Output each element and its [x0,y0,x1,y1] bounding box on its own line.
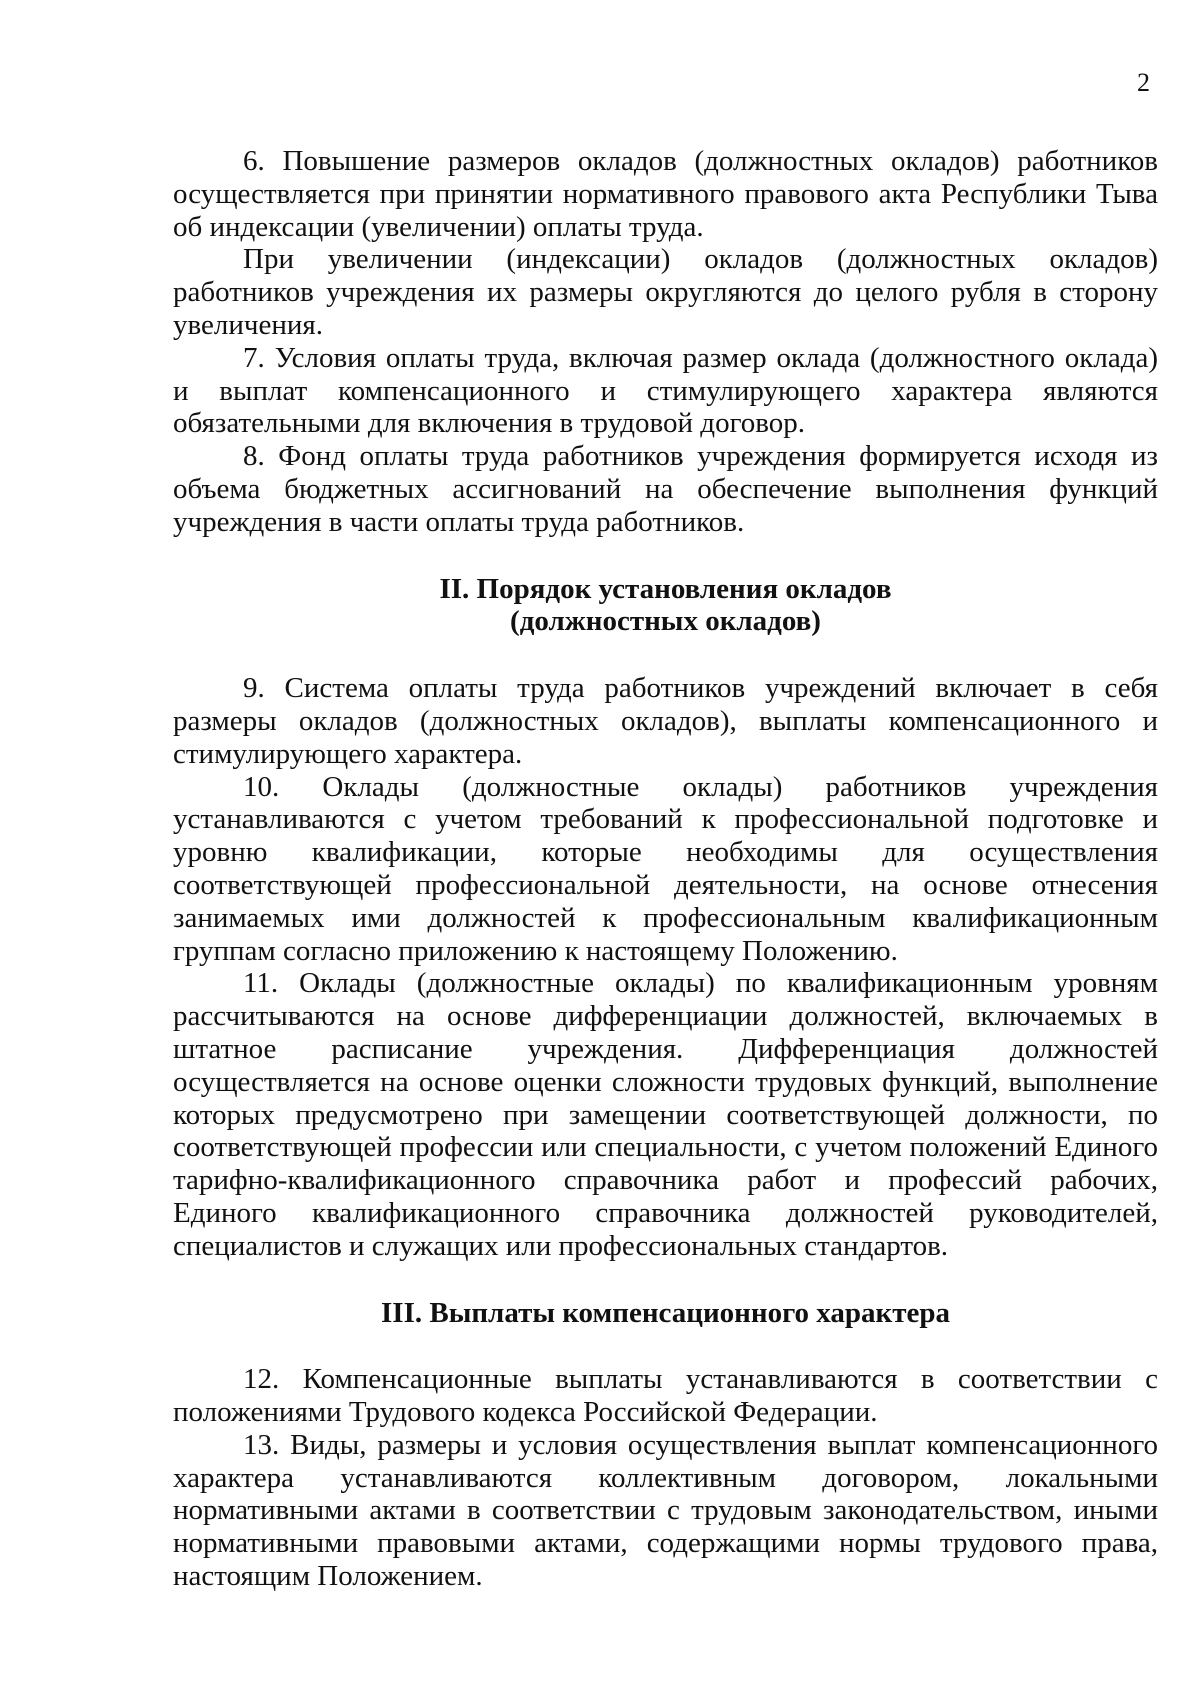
section-2-heading-line-1: II. Порядок установления окладов [439,572,892,605]
section-2-heading [173,573,1158,639]
document-body [173,145,1158,1593]
section-3-heading: III. Выплаты компенсационного характера [381,1296,950,1329]
paragraph-6-indexation: При увеличении (индексации) окладов (должностных окладов) работников учреждения их размеры округляются до целого рубля в сторону увеличения. [173,243,1158,341]
paragraph-12: 12. Компенсационные выплаты устанавливаются в соответствии с положениями Трудового кодекса Российской Федерации. [173,1363,1158,1429]
page-number: 2 [1137,68,1150,97]
paragraph-7: 7. Условия оплаты труда, включая размер оклада (должностного оклада) и выплат компенсационного и стимулирующего характера являются обязательными для включения в трудовой договор. [173,341,1158,440]
section-2-heading-line-2: (должностных окладов) [510,605,821,638]
paragraph-13: 13. Виды, размеры и условия осуществления выплат компенсационного характера устанавливаются коллективным договором, локальными нормативными актами в соответствии с трудовым законодательством, иными нормативными правовыми актами, содержащими нормы трудового права, настоящим Положением. [173,1428,1158,1593]
paragraph-9: 9. Система оплаты труда работников учреждений включает в себя размеры окладов (должностных окладов), выплаты компенсационного и стимулирующего характера. [173,672,1158,770]
paragraph-11: 11. Оклады (должностные оклады) по квалификационным уровням рассчитываются на основе дифференциации должностей, включаемых в штатное расписание учреждения. Дифференциация должностей осуществляется на основе оценки сложности трудовых функций, выполнение которых предусмотрено при замещении соответствующей должности, по соответствующей профессии или специальности, с учетом положений Единого тарифно-квалификационного справочника работ и профессий рабочих, Единого квалификационного справочника должностей руководителей, специалистов и служащих или профессиональных стандартов. [173,967,1158,1262]
paragraph-8: 8. Фонд оплаты труда работников учреждения формируется исходя из объема бюджетных ассигнований на обеспечение выполнения функций учреждения в части оплаты труда работников. [173,440,1158,538]
paragraph-6: 6. Повышение размеров окладов (должностных окладов) работников осуществляется при принятии нормативного правового акта Республики Тыва об индексации (увеличении) оплаты труда. [173,145,1158,243]
paragraph-10: 10. Оклады (должностные оклады) работников учреждения устанавливаются с учетом требований к профессиональной подготовке и уровню квалификации, которые необходимы для осуществления соответствующей профессиональной деятельности, на основе отнесения занимаемых ими должностей к профессиональным квалификационным группам согласно приложению к настоящему Положению. [173,770,1158,967]
